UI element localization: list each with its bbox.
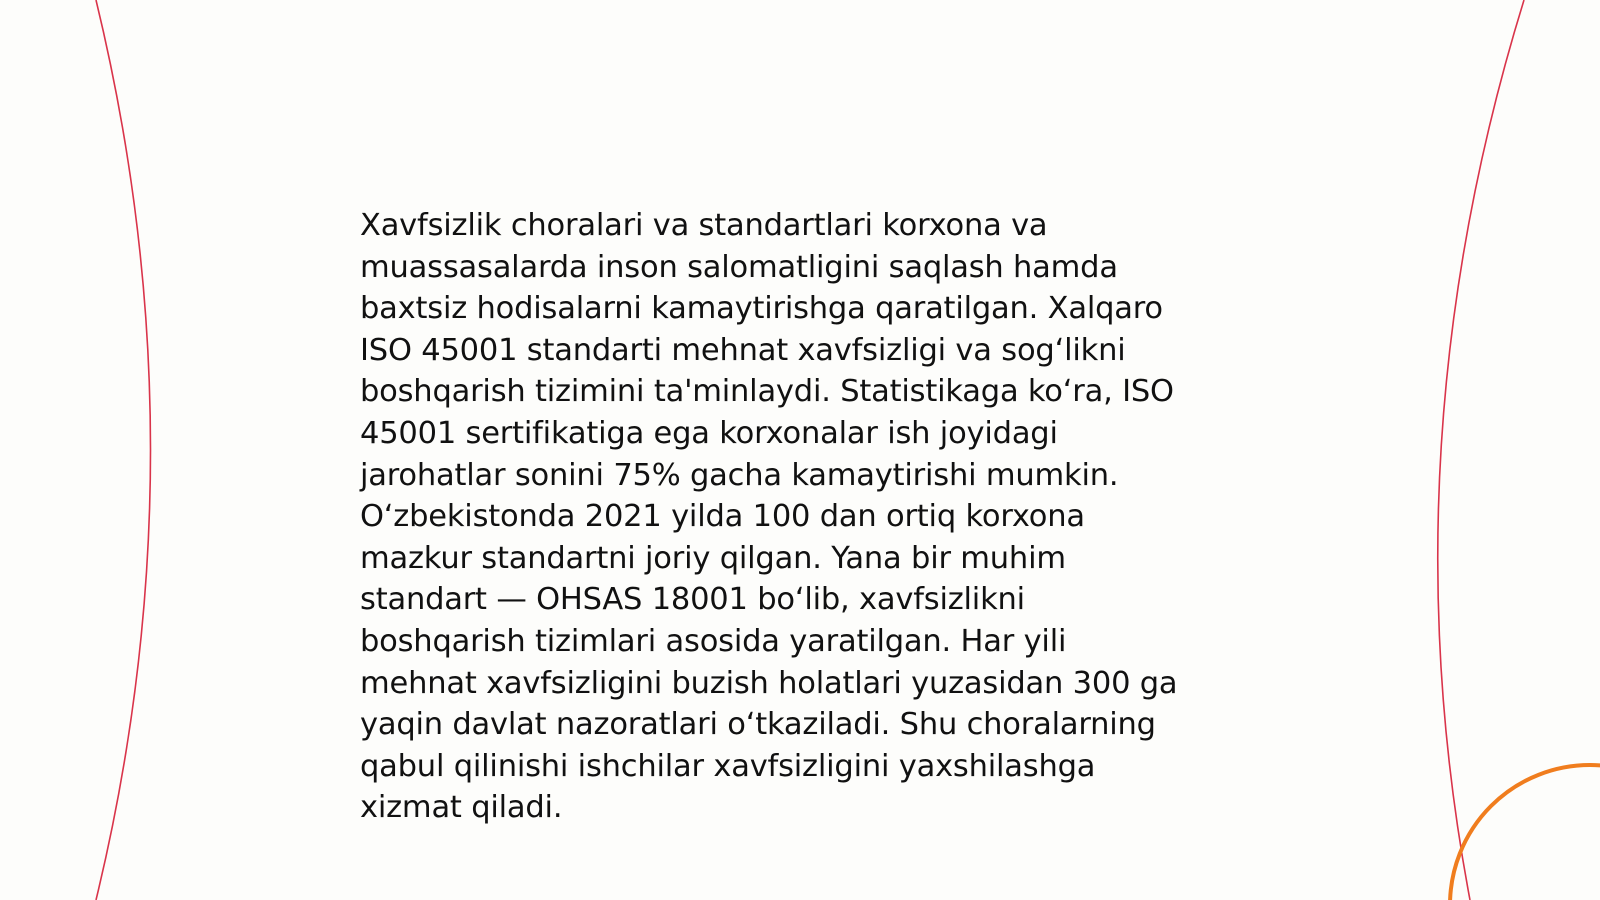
text-line: muassasalarda inson salomatligini saqlash hamda [360, 249, 1118, 285]
body-paragraph [360, 205, 1240, 829]
text-line: boshqarish tizimlari asosida yaratilgan. Har yili [360, 623, 1067, 659]
text-line: boshqarish tizimini ta'minlaydi. Statistikaga ko‘ra, ISO [360, 374, 1174, 410]
text-line: mehnat xavfsizligini buzish holatlari yuzasidan 300 ga [360, 665, 1178, 701]
text-line: ISO 45001 standarti mehnat xavfsizligi va sog‘likni [360, 332, 1126, 368]
orange-circle-arc [1450, 765, 1600, 900]
text-line: yaqin davlat nazoratlari o‘tkaziladi. Shu choralarning [360, 707, 1156, 743]
right-curve-line [1438, 0, 1524, 900]
text-line: qabul qilinishi ishchilar xavfsizligini yaxshilashga [360, 748, 1096, 784]
text-line: O‘zbekistonda 2021 yilda 100 dan ortiq korxona [360, 499, 1085, 535]
text-line: 45001 sertifikatiga ega korxonalar ish joyidagi [360, 415, 1058, 451]
text-line: xizmat qiladi. [360, 790, 563, 826]
text-line: Xavfsizlik choralari va standartlari korxona va [360, 208, 1048, 243]
left-curve-line [96, 0, 151, 900]
text-line: mazkur standartni joriy qilgan. Yana bir muhim [360, 540, 1066, 576]
text-line: baxtsiz hodisalarni kamaytirishga qaratilgan. Xalqaro [360, 291, 1163, 327]
text-line: standart — OHSAS 18001 bo‘lib, xavfsizlikni [360, 582, 1025, 618]
text-line: jarohatlar sonini 75% gacha kamaytirishi mumkin. [360, 457, 1119, 493]
